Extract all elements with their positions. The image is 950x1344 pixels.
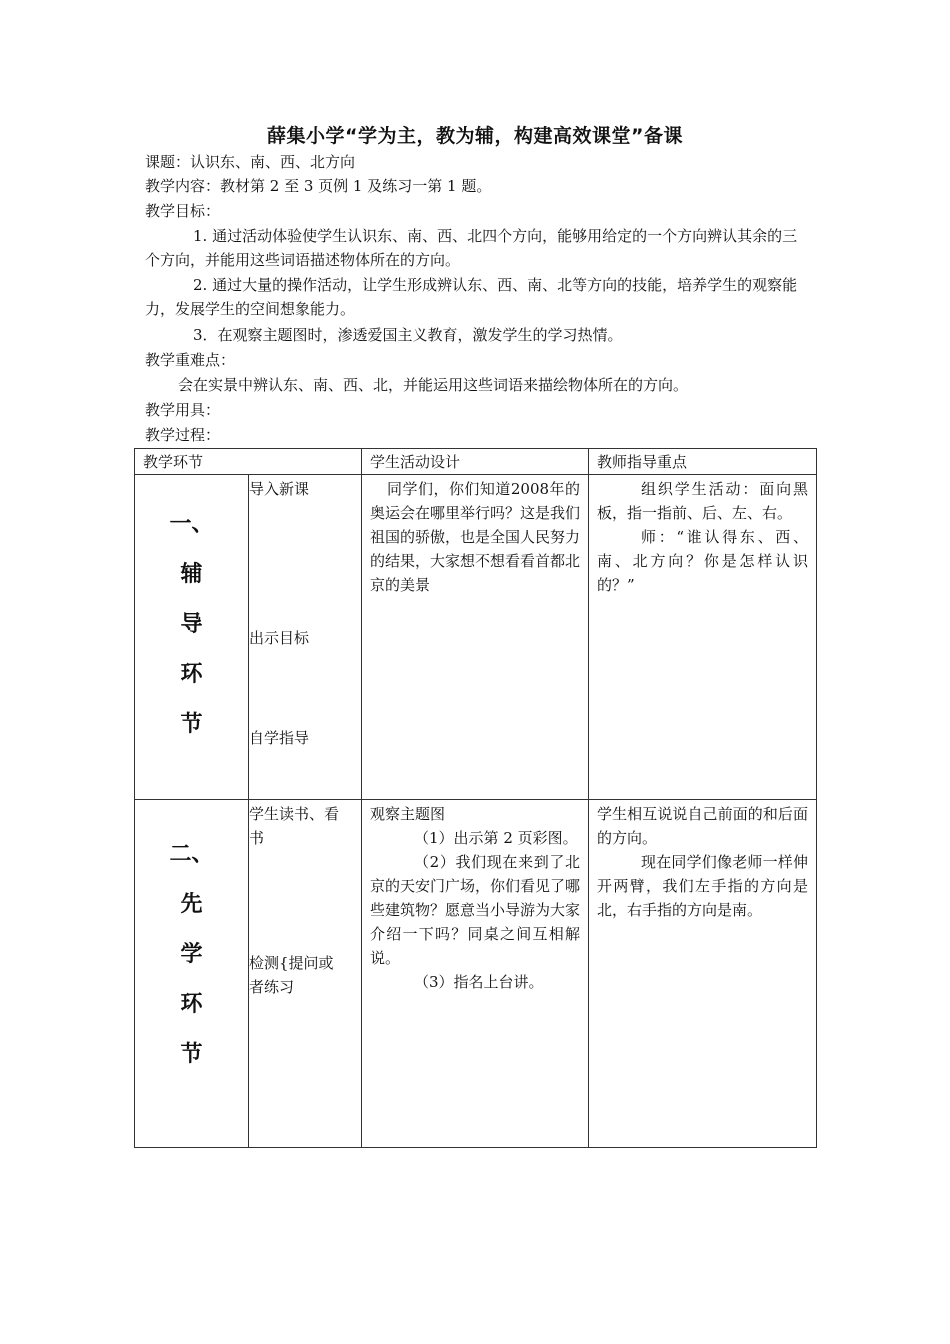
table-row [135,800,817,1148]
step-show-goals: 出示目标 [249,629,310,647]
step-self-study: 自学指导 [249,729,310,747]
process-label: 教学过程： [145,426,221,444]
section-1-name [135,475,249,800]
student-text: 观察主题图 [370,805,446,823]
tools-label: 教学用具： [145,401,221,419]
student-text: （3）指名上台讲。 [414,973,544,991]
goal-2: 2. 通过大量的操作活动，让学生形成辨认东、西、南、北等方向的技能，培养学生的观察能力，发展学生的空间想象能力。 [145,276,798,318]
header-student-activity: 学生活动设计 [362,449,589,475]
teacher-text: 学生相互说说自己前面的和后面的方向。 [597,805,809,847]
section-1-steps [249,475,362,800]
section-2-name-char: 环 [180,992,203,1017]
step-check: 检测{提问或者练习 [249,954,334,996]
section-1-name-char: 一、 [169,512,214,537]
section-2-name-char: 节 [180,1042,203,1067]
section-1-teacher-focus [589,475,817,800]
key-points: 会在实景中辨认东、南、西、北，并能运用这些词语来描绘物体所在的方向。 [178,376,689,394]
step-intro: 导入新课 [249,480,310,498]
section-2-steps [249,800,362,1148]
lesson-content: 教学内容：教材第 2 至 3 页例 1 及练习一第 1 题。 [145,177,492,195]
key-points-label: 教学重难点： [145,351,236,369]
section-2-teacher-focus [589,800,817,1148]
header-teacher-focus: 教师指导重点 [589,449,817,475]
document-title: 薛集小学“学为主，教为辅，构建高效课堂”备课 [267,125,683,147]
goal-3: 3．在观察主题图时，渗透爱国主义教育，激发学生的学习热情。 [193,326,623,344]
section-1-name-char: 环 [180,662,203,687]
table-row [135,475,817,800]
section-2-name-char: 二、 [169,842,214,867]
header-stage: 教学环节 [135,449,362,475]
goals-label: 教学目标： [145,202,221,220]
step-reading: 学生读书、看书 [249,805,340,847]
student-text: 同学们，你们知道2008年的奥运会在哪里举行吗？这是我们祖国的骄傲，也是全国人民努力的结果，大家想不想看看首都北京的美景 [370,480,581,594]
section-1-name-char: 节 [180,712,203,737]
section-1-name-char: 辅 [180,562,203,587]
table-header-row [135,449,817,475]
section-1-name-char: 导 [180,612,203,637]
student-text: （1）出示第 2 页彩图。 [414,829,578,847]
section-2-name [135,800,249,1148]
section-1-student-activity [362,475,589,800]
teacher-text: 现在同学们像老师一样伸开两臂，我们左手指的方向是北，右手指的方向是南。 [597,853,809,919]
student-text: （2）我们现在来到了北京的天安门广场，你们看见了哪些建筑物？愿意当小导游为大家介绍一下吗？同桌之间互相解说。 [370,853,581,967]
lesson-plan-table [134,448,817,1148]
lesson-topic: 课题：认识东、南、西、北方向 [145,153,356,171]
section-2-student-activity [362,800,589,1148]
goal-1: 1. 通过活动体验使学生认识东、南、西、北四个方向，能够用给定的一个方向辨认其余的三个方向，并能用这些词语描述物体所在的方向。 [145,227,798,269]
teacher-text: 师：“谁认得东、西、南、北方向？你是怎样认识的？” [597,528,809,594]
section-2-name-char: 学 [180,942,203,967]
section-2-name-char: 先 [180,892,203,917]
teacher-text: 组织学生活动：面向黑板，指一指前、后、左、右。 [597,480,809,522]
